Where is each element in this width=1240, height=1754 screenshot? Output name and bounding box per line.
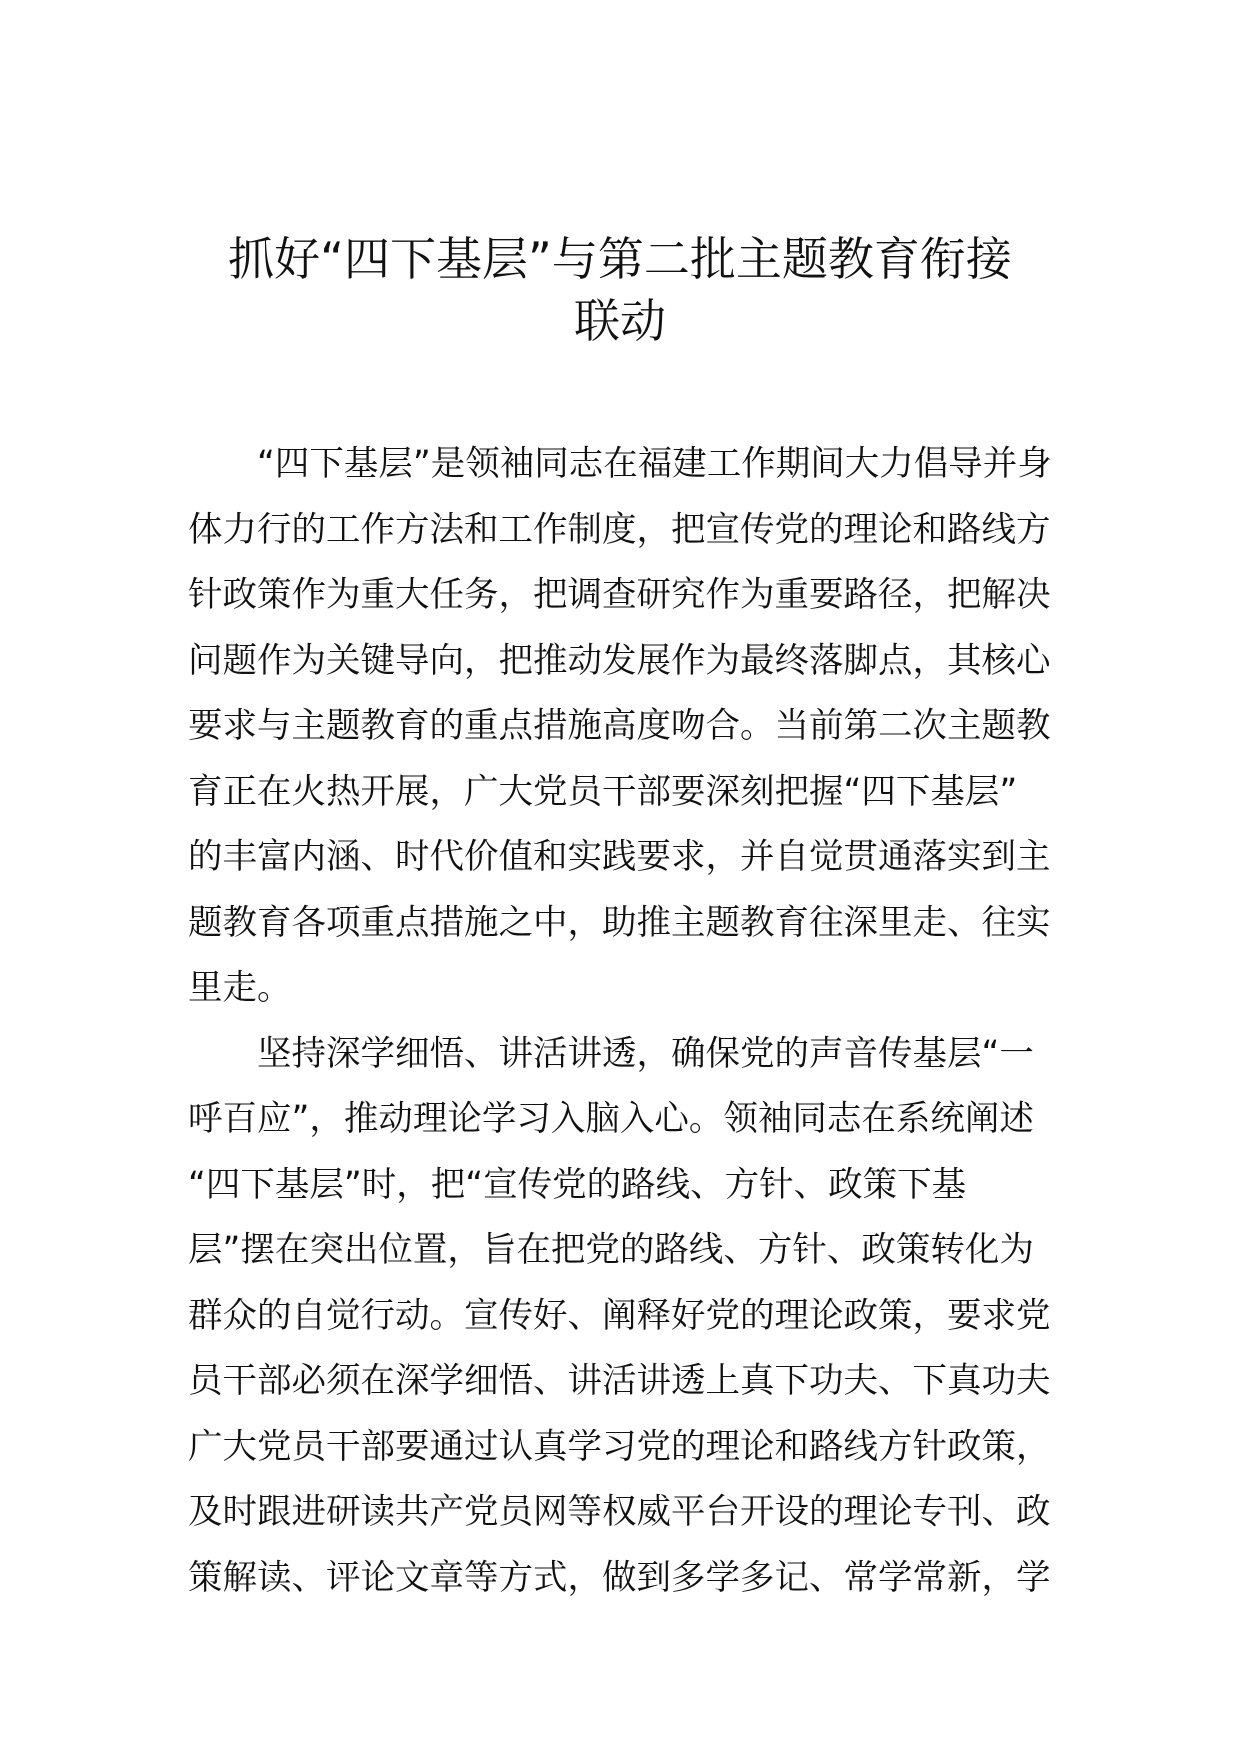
document-title (188, 228, 1052, 352)
paragraph-line: 呼百应”，推动理论学习入脑入心。领袖同志在系统阐述 (188, 1099, 1034, 1139)
paragraph-line: 里走。 (188, 968, 292, 1008)
paragraph-line: 题教育各项重点措施之中，助推主题教育往深里走、往实 (188, 902, 1051, 943)
paragraph-line: 坚持深学细悟、讲活讲透，确保党的声音传基层“一 (257, 1033, 1034, 1074)
title-line: 联动 (574, 294, 666, 348)
paragraph-line: 群众的自觉行动。宣传好、阐释好党的理论政策，要求党 (188, 1295, 1051, 1336)
paragraph (188, 432, 1056, 1022)
title-line: 抓好“四下基层”与第二批主题教育衔接 (228, 232, 1012, 286)
paragraph-line: 要求与主题教育的重点措施高度吻合。当前第二次主题教 (188, 706, 1051, 746)
paragraph-line: 策解读、评论文章等方式，做到多学多记、常学常新，学 (188, 1557, 1051, 1598)
paragraph (188, 1022, 1056, 1612)
paragraph-line: 的丰富内涵、时代价值和实践要求，并自觉贯通落实到主 (188, 837, 1051, 877)
paragraph-line: 问题作为关键导向，把推动发展作为最终落脚点，其核心 (188, 640, 1051, 681)
paragraph-line: 体力行的工作方法和工作制度，把宣传党的理论和路线方 (188, 509, 1051, 550)
paragraph-line: “四下基层”是领袖同志在福建工作期间大力倡导并身 (257, 444, 1052, 484)
paragraph-line: 及时跟进研读共产党员网等权威平台开设的理论专刊、政 (188, 1492, 1051, 1532)
paragraph-line: 育正在火热开展，广大党员干部要深刻把握“四下基层” (188, 771, 1018, 812)
paragraph-line: “四下基层”时，把“宣传党的路线、方针、政策下基 (188, 1164, 967, 1205)
paragraph-line: 层”摆在突出位置，旨在把党的路线、方针、政策转化为 (188, 1230, 1034, 1270)
document-body (188, 432, 1056, 1611)
paragraph-line: 员干部必须在深学细悟、讲活讲透上真下功夫、下真功夫 (188, 1361, 1051, 1401)
paragraph-line: 针政策作为重大任务，把调查研究作为重要路径，把解决 (188, 575, 1051, 615)
paragraph-line: 广大党员干部要通过认真学习党的理论和路线方针政策， (188, 1426, 1051, 1467)
